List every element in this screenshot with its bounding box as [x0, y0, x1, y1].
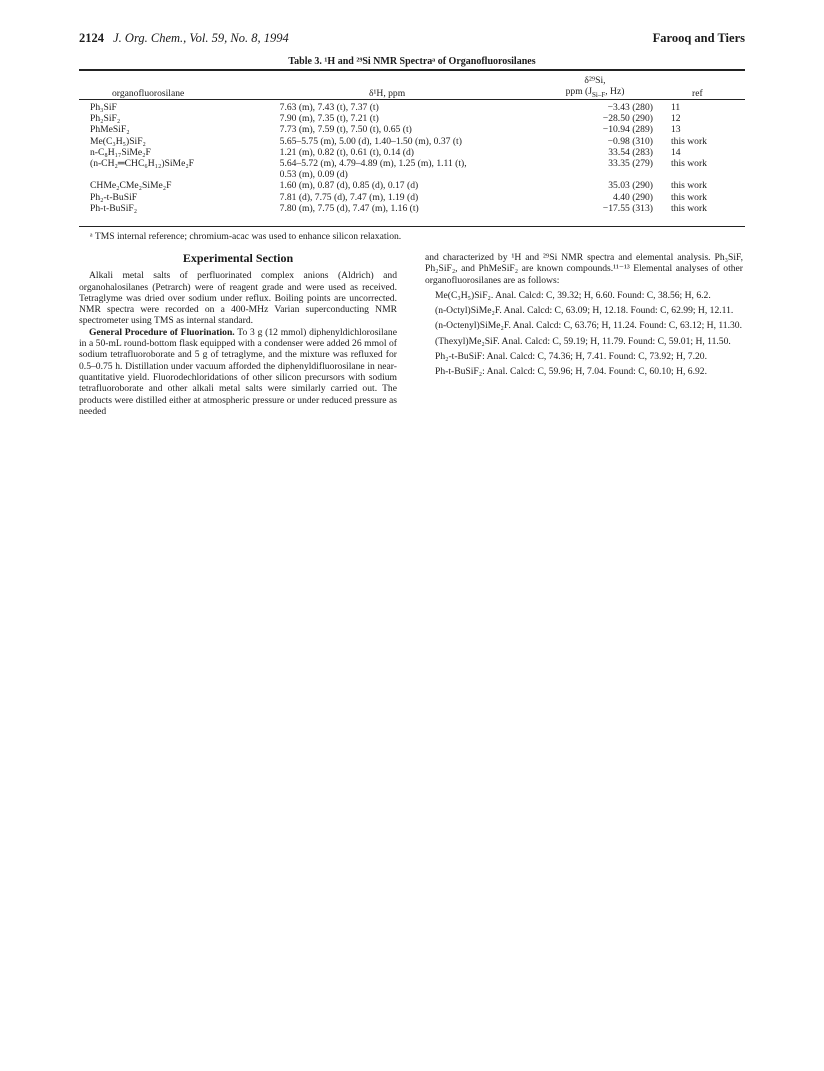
si-shift-cell: 33.54 (283): [608, 146, 653, 158]
compound-cell: Ph₂-t-BuSiF: [90, 191, 138, 203]
table-title: Table 3. ¹H and ²⁹Si NMR Spectraᵃ of Organofluorosilanes: [288, 56, 536, 67]
si-shift-cell: 4.40 (290): [613, 191, 653, 203]
h-shift-cell: 5.65–5.75 (m), 5.00 (d), 1.40–1.50 (m), 0.37 (t): [279, 135, 462, 147]
table-row: [90, 136, 750, 147]
compound-cell: PhMeSiF₂: [90, 124, 130, 136]
si-shift-cell: 35.03 (290): [608, 180, 653, 192]
h-shift-cell: 1.21 (m), 0.82 (t), 0.61 (t), 0.14 (d): [279, 146, 414, 158]
paragraph-procedure: [79, 327, 397, 417]
table-header-rule: [79, 99, 745, 100]
si-shift-cell: −0.98 (310): [607, 135, 653, 147]
table-bottom-rule: [79, 226, 745, 227]
procedure-text: To 3 g (12 mmol) diphenyldichlorosilane in a 50-mL round-bottom flask equipped with a condenser were added 26 mmol of sodium tetrafluoroborate and 5 g of tetraglyme, and the mixture was refluxed for 0.5–0.75 h. Distillation under vacuum afforded the diphenyldifluorosilane in near-quantitative yield. Fluorodechloridations of other silicon precursors with sodium tetrafluoroborate and other alkali metal salts were similarly carried out. The products were distilled either at atmospheric pressure or under reduced pressure as needed: [79, 326, 397, 417]
running-authors: Farooq and Tiers: [652, 31, 745, 45]
table-row: [90, 203, 750, 214]
paragraph-characterization: and characterized by ¹H and ²⁹Si NMR spectra and elemental analysis. Ph₃SiF, Ph₂SiF₂, and PhMeSiF₂ are known compounds.¹¹⁻¹³ Elemental analyses of other organofluorosilanes are as follows:: [425, 252, 743, 286]
h-shift-cell: 7.80 (m), 7.75 (d), 7.47 (m), 1.16 (t): [279, 202, 419, 214]
journal-citation: J. Org. Chem., Vol. 59, No. 8, 1994: [113, 31, 289, 45]
elemental-analysis: (n-Octyl)SiMe₂F. Anal. Calcd: C, 63.09; H, 12.18. Found: C, 62.99; H, 12.11.: [435, 305, 734, 317]
si-shift-cell: −17.55 (313): [602, 202, 653, 214]
compound-cell: n-C₈H₁₇SiMe₂F: [90, 146, 151, 158]
table-row: [90, 158, 750, 169]
table-row-continuation: [90, 169, 750, 180]
section-title: Experimental Section: [182, 251, 294, 265]
ref-cell: this work: [670, 180, 707, 192]
run-in-heading: General Procedure of Fluorination.: [89, 326, 235, 338]
compound-cell: Ph-t-BuSiF₂: [90, 202, 138, 214]
ref-cell: this work: [670, 135, 707, 147]
ref-cell: 13: [670, 124, 681, 136]
compound-cell: Ph₂SiF₂: [90, 113, 121, 125]
paragraph-materials: Alkali metal salts of perfluorinated complex anions (Aldrich) and organohalosilanes (Petrarch) were of reagent grade and were used as received. Tetraglyme was dried over sodium under reflux. Boiling points are uncorrected. NMR spectra were recorded on a 400-MHz Varian superconducting NMR spectrometer using TMS as internal standard.: [79, 270, 397, 327]
si-header-line2: ppm ($J_{Si-F}$, Hz): [565, 86, 625, 99]
header-left: [79, 31, 289, 46]
h-shift-cell: 7.81 (d), 7.75 (d), 7.47 (m), 1.19 (d): [279, 191, 419, 203]
col-header-h-shift: δ¹H, ppm: [369, 88, 406, 99]
elemental-analysis: (Thexyl)Me₂SiF. Anal. Calcd: C, 59.19; H, 11.79. Found: C, 59.01; H, 11.50.: [435, 335, 731, 347]
page-number: 2124: [79, 31, 104, 45]
ref-cell: this work: [670, 191, 707, 203]
si-header-line1: δ²⁹Si,: [584, 75, 606, 86]
ref-cell: 14: [670, 146, 681, 158]
col-header-compound: organofluorosilane: [112, 88, 185, 99]
si-shift-cell: −10.94 (289): [602, 124, 653, 136]
table-footnote: ᵃ TMS internal reference; chromium-acac was used to enhance silicon relaxation.: [90, 231, 402, 242]
table-body: [90, 102, 750, 214]
elemental-analysis: Ph-t-BuSiF₂: Anal. Calcd: C, 59.96; H, 7.04. Found: C, 60.10; H, 6.92.: [435, 366, 707, 378]
table-row: [90, 113, 750, 124]
h-shift-cell: 0.53 (m), 0.09 (d): [279, 169, 348, 181]
si-shift-cell: −28.50 (290): [602, 113, 653, 125]
col-header-ref: ref: [692, 88, 703, 99]
compound-cell: [90, 169, 280, 180]
si-shift-cell: [556, 169, 653, 180]
ref-cell: this work: [670, 202, 707, 214]
si-shift-cell: 33.35 (279): [608, 158, 653, 170]
table-row: [90, 192, 750, 203]
page-header: [79, 31, 745, 49]
compound-cell: Me(C₃H₅)SiF₂: [90, 135, 146, 147]
ref-cell: 12: [670, 113, 681, 125]
table-row: [90, 147, 750, 158]
elemental-analysis: Me(C₃H₅)SiF₂. Anal. Calcd: C, 39.32; H, 6.60. Found: C, 38.56; H, 6.2.: [435, 289, 711, 301]
compound-cell: Ph₃SiF: [90, 102, 117, 113]
ref-cell: this work: [670, 158, 707, 170]
compound-cell: (n-CH₂═CHC₆H₁₂)SiMe₂F: [90, 158, 195, 170]
h-shift-cell: 5.64–5.72 (m), 4.79–4.89 (m), 1.25 (m), 1.11 (t),: [279, 158, 467, 170]
table-row: [90, 124, 750, 135]
col-header-si-shift: [540, 75, 650, 101]
right-column: [425, 252, 743, 378]
table-row: [90, 102, 750, 113]
elemental-analysis: (n-Octenyl)SiMe₂F. Anal. Calcd: C, 63.76; H, 11.24. Found: C, 63.12; H, 11.30.: [435, 320, 742, 332]
compound-cell: CHMe₂CMe₂SiMe₂F: [90, 180, 172, 192]
h-shift-cell: 1.60 (m), 0.87 (d), 0.85 (d), 0.17 (d): [279, 180, 419, 192]
h-shift-cell: 7.63 (m), 7.43 (t), 7.37 (t): [279, 102, 379, 113]
ref-cell: [653, 169, 750, 180]
ref-cell: 11: [670, 102, 681, 113]
h-shift-cell: 7.90 (m), 7.35 (t), 7.21 (t): [279, 113, 379, 125]
h-shift-cell: 7.73 (m), 7.59 (t), 7.50 (t), 0.65 (t): [279, 124, 412, 136]
si-shift-cell: −3.43 (280): [607, 102, 653, 113]
table-top-rule: [79, 69, 745, 71]
left-column: [79, 253, 397, 417]
table-row: [90, 180, 750, 191]
elemental-analysis: Ph₂-t-BuSiF: Anal. Calcd: C, 74.36; H, 7.41. Found: C, 73.92; H, 7.20.: [435, 351, 707, 363]
